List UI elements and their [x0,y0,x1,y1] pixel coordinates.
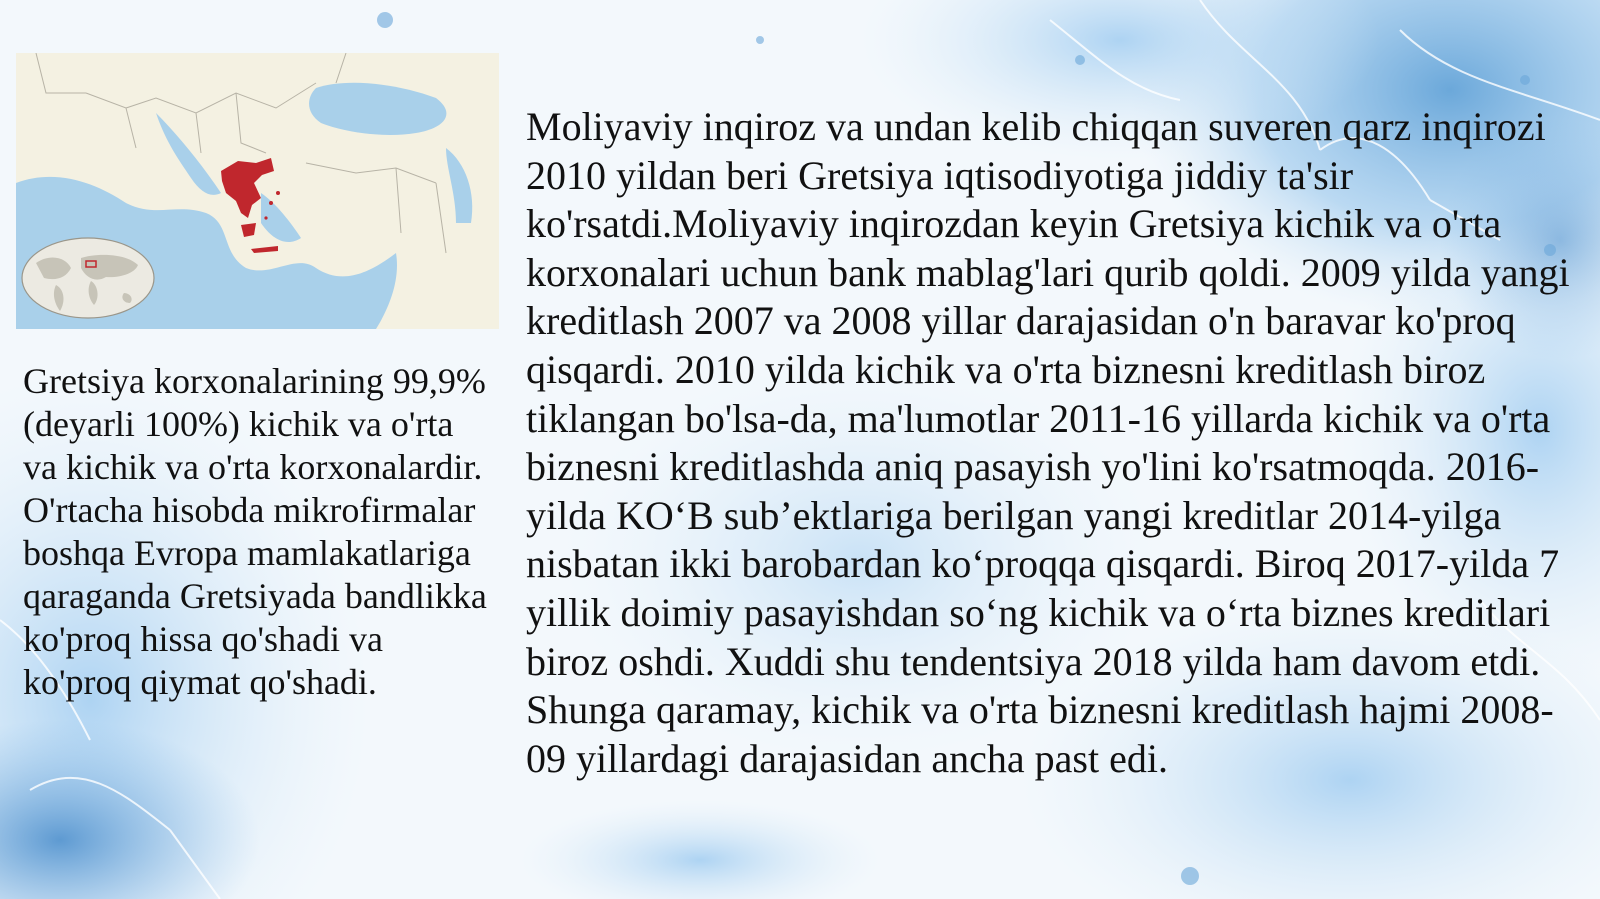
main-paragraph: Moliyaviy inqiroz va undan kelib chiqqan suveren qarz inqirozi 2010 yildan beri Gretsiya iqtisodiyotiga jiddiy ta'sir ko'rsatdi.Moliyaviy inqirozdan keyin Gretsiya kichik va o'rta korxonalari uchun bank mablag'lari qurib qoldi. 2009 yilda yangi kreditlash 2007 va 2008 yillar darajasidan o'n baravar ko'proq qisqardi. 2010 yilda kichik va o'rta biznesni kreditlash biroz tiklangan bo'lsa-da, ma'lumotlar 2011-16 yillarda kichik va o'rta biznesni kreditlashda aniq pasayish yo'lini ko'rsatmoqda. 2016-yilda KO‘B sub’ektlariga berilgan yangi kreditlar 2014-yilga nisbatan ikki barobardan ko‘proqqa qisqardi. Biroq 2017-yilda 7 yillik doimiy pasayishdan so‘ng kichik va o‘rta biznes kreditlari biroz oshdi. Xuddi shu tendentsiya 2018 yilda ham davom etdi. Shunga qaramay, kichik va o'rta biznesni kreditlash hajmi 2008-09 yillardagi darajasidan ancha past edi. [526,104,1570,781]
greece-location-map [16,53,499,329]
left-paragraph: Gretsiya korxonalarining 99,9% (deyarli 100%) kichik va o'rta va kichik va o'rta korxonalardir. O'rtacha hisobda mikrofirmalar boshqa Evropa mamlakatlariga qaraganda Gretsiyada bandlikka ko'proq hissa qo'shadi va ko'proq qiymat qo'shadi. [23,361,487,702]
